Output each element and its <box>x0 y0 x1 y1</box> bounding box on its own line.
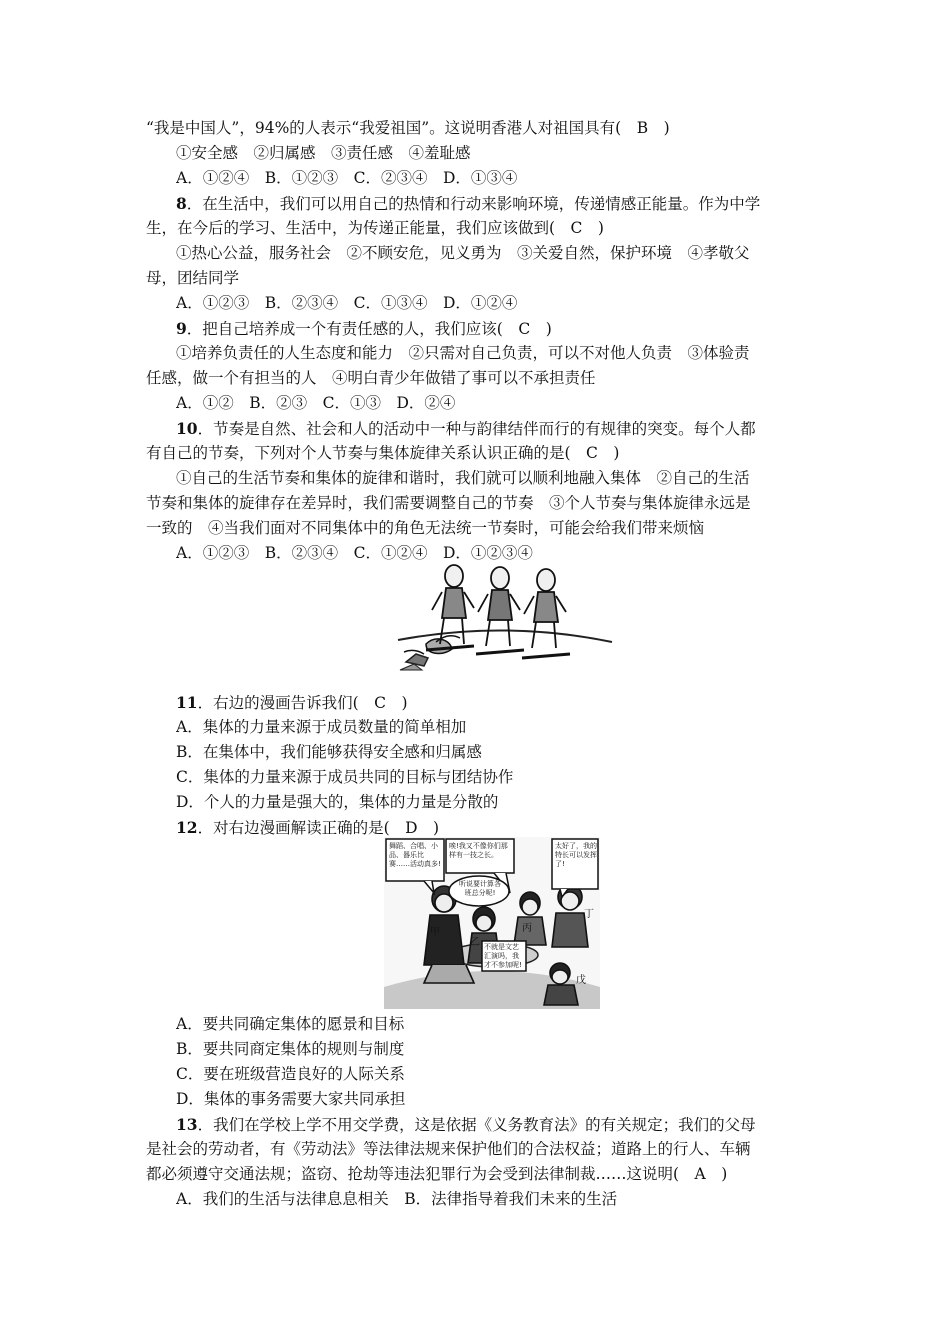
bubble-wu-text: 不就是文艺汇演吗，我才不参加呢! <box>484 943 522 969</box>
q7-options: A．①②④ B．①②③ C．②③④ D．①③④ <box>176 169 518 187</box>
label-wu: 戊 <box>576 975 586 986</box>
q11-stem-text: ．右边的漫画告诉我们( C ) <box>197 694 408 712</box>
q12-option-b: B．要共同商定集体的规则与制度 <box>176 1040 405 1058</box>
label-ding: 丁 <box>584 909 594 920</box>
bubble-jia-text: 舞蹈、合唱、小品、器乐比赛……活动真多! <box>389 842 441 868</box>
q10-options: A．①②③ B．②③④ C．①②④ D．①②③④ <box>176 544 533 562</box>
label-bing: 丙 <box>522 923 532 934</box>
q10-stem-text: ．节奏是自然、社会和人的活动中一种与韵律结伴而行的有规律的突变。每个人都 <box>197 420 756 438</box>
q12-number: 12 <box>176 818 198 837</box>
q13-stem-line1 <box>176 1112 810 1138</box>
q13-stem-line2: 是社会的劳动者，有《劳动法》等法律法规来保护他们的合法权益；道路上的行人、车辆 <box>146 1140 751 1158</box>
q10-stem-line2: 有自己的节奏，下列对个人节奏与集体旋律关系认识正确的是( C ) <box>146 444 620 462</box>
q12-option-d: D．集体的事务需要大家共同承担 <box>176 1090 406 1108</box>
q9-items-line2: 任感，做一个有担当的人 ④明白青少年做错了事可以不承担责任 <box>146 369 596 387</box>
q9-items-line1: ①培养负责任的人生态度和能力 ②只需对自己负责，可以不对他人负责 ③体验责 <box>176 344 750 362</box>
q8-stem-line2: 生，在今后的学习、生活中，为传递正能量，我们应该做到( C ) <box>146 219 604 237</box>
q10-items-line3: 一致的 ④当我们面对不同集体中的角色无法统一节奏时，可能会给我们带来烦恼 <box>146 519 705 537</box>
q13-options: A．我们的生活与法律息息相关 B．法律指导着我们未来的生活 <box>176 1190 618 1208</box>
q12-option-c: C．要在班级营造良好的人际关系 <box>176 1065 405 1083</box>
bubble-ding-text: 太好了，我的特长可以发挥了! <box>555 842 597 868</box>
q9-number: 9 <box>176 319 187 338</box>
q8-stem-line1 <box>176 191 810 217</box>
q12-stem-text: ．对右边漫画解读正确的是( D ) <box>197 819 440 837</box>
class-discussion-cartoon <box>384 837 600 1009</box>
q11-option-b: B．在集体中，我们能够获得安全感和归属感 <box>176 743 482 761</box>
q7-stem: “我是中国人”，94%的人表示“我爱祖国”。这说明香港人对祖国具有( B ) <box>146 119 670 137</box>
q8-items-line1: ①热心公益，服务社会 ②不顾安危，见义勇为 ③关爱自然，保护环境 ④孝敬父 <box>176 244 750 262</box>
q7-items: ①安全感 ②归属感 ③责任感 ④羞耻感 <box>176 144 471 162</box>
q11-option-c: C．集体的力量来源于成员共同的目标与团结协作 <box>176 768 514 786</box>
q8-stem-text: ．在生活中，我们可以用自己的热情和行动来影响环境，传递情感正能量。作为中学 <box>186 195 761 213</box>
q9-stem <box>176 316 810 342</box>
bubble-bing-text: 唉!我又不像你们那样有一技之长。 <box>449 842 508 859</box>
label-jia: 甲 <box>430 927 440 938</box>
skiing-cartoon <box>396 562 614 680</box>
q9-stem-text: ．把自己培养成一个有责任感的人，我们应该( C ) <box>186 320 552 338</box>
q11-stem <box>176 690 810 716</box>
q10-items-line1: ①自己的生活节奏和集体的旋律和谐时，我们就可以顺利地融入集体 ②自己的生活 <box>176 469 750 487</box>
q13-number: 13 <box>176 1115 198 1134</box>
q8-items-line2: 母，团结同学 <box>146 269 240 287</box>
q12-option-a: A．要共同确定集体的愿景和目标 <box>176 1015 405 1033</box>
q10-number: 10 <box>176 419 198 438</box>
q13-stem-line3: 都必须遵守交通法规；盗窃、抢劫等违法犯罪行为会受到法律制裁……这说明( A ) <box>146 1165 728 1183</box>
q13-stem-text: ．我们在学校上学不用交学费，这是依据《义务教育法》的有关规定；我们的父母 <box>197 1116 756 1134</box>
q8-options: A．①②③ B．②③④ C．①③④ D．①②④ <box>176 294 518 312</box>
bubble-yi-text: 听说要计算各班总分呢! <box>459 880 501 897</box>
q8-number: 8 <box>176 194 187 213</box>
q11-number: 11 <box>176 693 198 712</box>
label-yi: 乙 <box>470 937 480 948</box>
q10-stem-line1 <box>176 416 810 442</box>
q9-options: A．①② B．②③ C．①③ D．②④ <box>176 394 456 412</box>
q10-items-line2: 节奏和集体的旋律存在差异时，我们需要调整自己的节奏 ③个人节奏与集体旋律永远是 <box>146 494 751 512</box>
q11-option-a: A．集体的力量来源于成员数量的简单相加 <box>176 718 467 736</box>
q11-option-d: D．个人的力量是强大的，集体的力量是分散的 <box>176 793 499 811</box>
